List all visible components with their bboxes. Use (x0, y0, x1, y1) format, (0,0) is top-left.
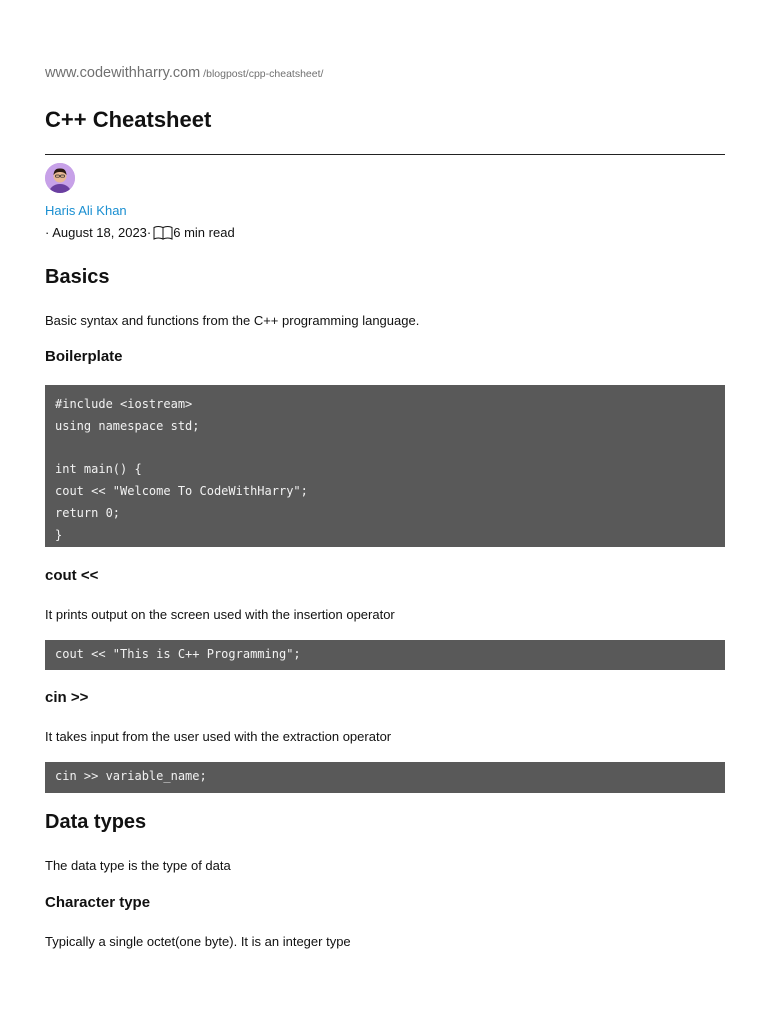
basics-description: Basic syntax and functions from the C++ programming language. (45, 313, 420, 328)
heading-boilerplate: Boilerplate (45, 348, 123, 365)
cin-description: It takes input from the user used with the extraction operator (45, 729, 392, 744)
heading-character-type: Character type (45, 894, 151, 911)
code-block-boilerplate[interactable] (45, 385, 725, 547)
heading-basics: Basics (45, 266, 110, 288)
read-time: 6 min read (173, 225, 235, 240)
heading-cout: cout << (45, 567, 99, 584)
author-link[interactable]: Haris Ali Khan (45, 203, 127, 218)
publish-date: · August 18, 2023· (45, 225, 152, 240)
code-block-cout[interactable] (45, 640, 725, 670)
author-avatar[interactable] (45, 163, 75, 193)
code-line: cout << "Welcome To CodeWithHarry"; (55, 484, 308, 499)
article-meta (45, 225, 235, 240)
url-path[interactable]: /blogpost/cpp-cheatsheet/ (200, 68, 324, 80)
code-line: return 0; (55, 505, 121, 520)
code-line: int main() { (55, 462, 142, 477)
url-domain[interactable]: www.codewithharry.com (45, 65, 201, 81)
code-line: using namespace std; (55, 418, 200, 433)
data-types-description: The data type is the type of data (45, 858, 231, 873)
code-block-cin[interactable] (45, 762, 725, 793)
page-title: C++ Cheatsheet (45, 107, 212, 132)
code-line: cout << "This is C++ Programming"; (55, 647, 301, 661)
cout-description: It prints output on the screen used with the insertion operator (45, 607, 395, 622)
code-line: } (55, 527, 63, 542)
heading-cin: cin >> (45, 689, 89, 706)
code-line: #include <iostream> (55, 397, 193, 411)
heading-data-types: Data types (45, 811, 147, 833)
title-divider (45, 154, 725, 155)
character-type-description: Typically a single octet(one byte). It is an integer type (45, 934, 351, 949)
source-url[interactable] (45, 64, 323, 82)
avatar-image (45, 163, 75, 193)
book-icon (153, 225, 173, 240)
code-line (55, 438, 715, 460)
code-line: cin >> variable_name; (55, 769, 207, 783)
